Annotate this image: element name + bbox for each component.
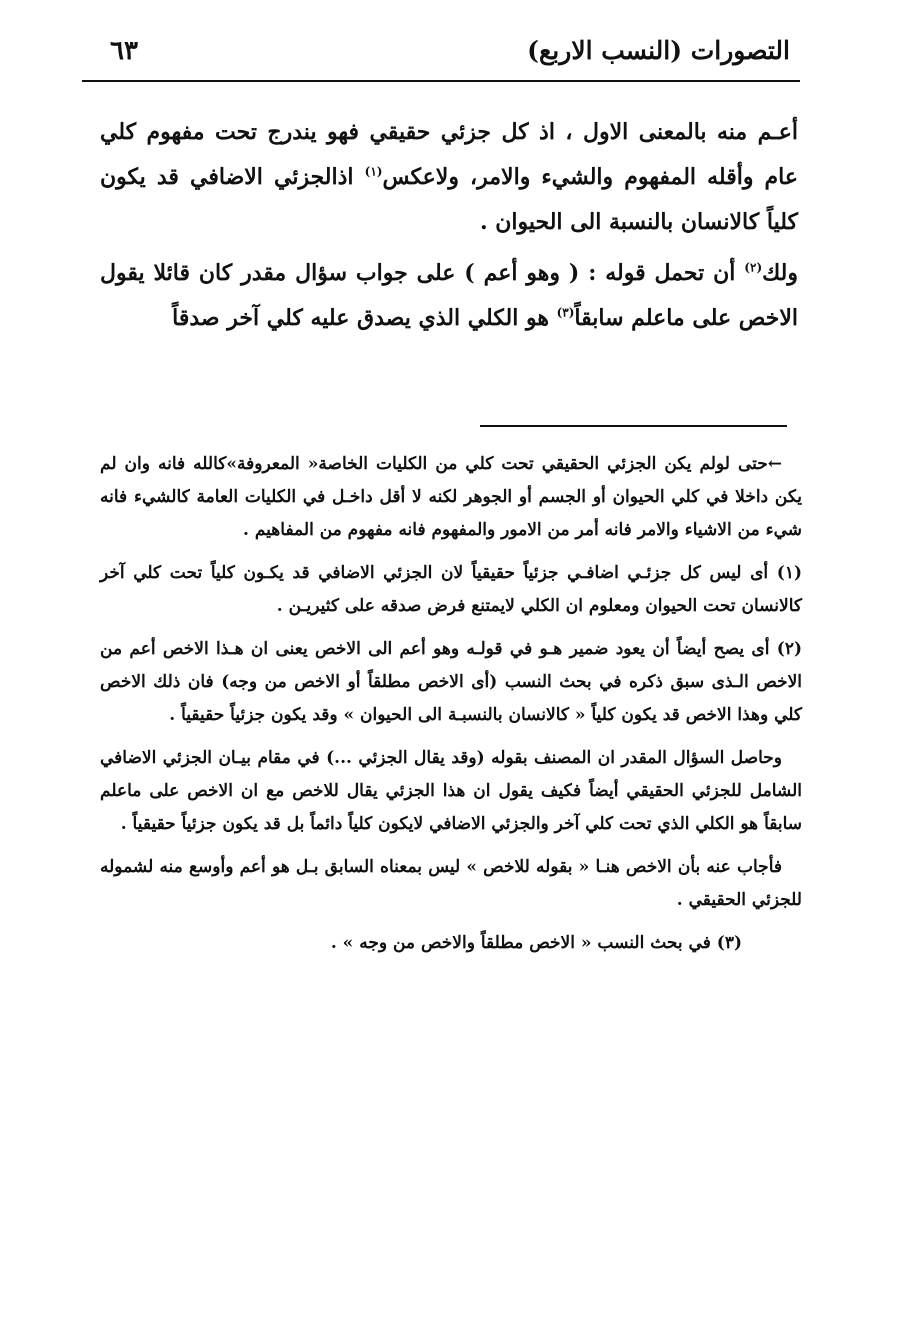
header-divider [82, 80, 800, 82]
main-body [100, 110, 798, 347]
body-text: هو الكلي الذي يصدق عليه كلي آخر صدقاً [172, 305, 557, 331]
body-paragraph-2 [100, 251, 798, 341]
footnote-2-answer: فأجاب عنه بأن الاخص هنـا « بقوله للاخص » ليس بمعناه السابق بـل هو أعم وأوسع منه لشموله للجزئي الحقيقي . [100, 857, 802, 910]
footnote-continuation: ←حتى لولم يكن الجزئي الحقيقي تحت كلي من الكليات الخاصة« المعروفة»كالله فانه وان لم يكن داخلا في كلي الحيوان أو الجسم أو الجوهر لكنه لا أقل داخـل في الكليات العامة كالشيء فانه شيء من الاشياء والامر فانه أمر من الامور والمفهوم فانه مفهوم من المفاهيم . [100, 454, 802, 540]
footnote-divider [480, 425, 787, 427]
footnote-1: (١) أى ليس كل جزئـي اضافـي جزئياً حقيقياً لان الجزئي الاضافي قد يكـون كلياً تحت كلي آخر كالانسان تحت الحيوان ومعلوم ان الكلي لايمتنع فرض صدقه على كثيريـن . [100, 563, 802, 616]
footnote-ref-3: (٣) [556, 305, 575, 320]
running-title: التصورات (النسب الاربع) [527, 36, 790, 65]
footnote-2-explanation: وحاصل السؤال المقدر ان المصنف بقوله (وقد يقال الجزئي ...) في مقام بيـان الجزئي الاضافي الشامل للجزئي الحقيقي أيضاً فكيف يقول ان هذا الجزئي يقال للاخص مع ان الاخص على ماعلم سابقاً هو الكلي الذي تحت كلي آخر والجزئي الاضافي لايكون كلياً دائماً بل قد يكون جزئياً حقيقياً . [100, 748, 802, 834]
body-text: أعـم منه بالمعنى الاول ، اذ كل جزئي حقيقي فهو يندرج تحت مفهوم كلي عام وأقله المفهوم والشيء والامر، ولاعكس [100, 119, 798, 190]
page-number: ٦٣ [110, 36, 138, 66]
footnote-2: (٢) أى يصح أيضاً أن يعود ضمير هـو في قولـه وهو أعم الى الاخص يعنى ان هـذا الاخص أعم من الاخص الـذى سبق ذكره في بحث النسب (أى الاخص مطلقاً أو الاخص من وجه) فان ذلك الاخص كلي وهذا الاخص قد يكون كلياً « كالانسان بالنسبـة الى الحيوان » وقد يكون جزئياً حقيقياً . [100, 639, 802, 725]
page-header [82, 28, 800, 80]
body-text: أن تحمل قوله : ( وهو أعم ) على جواب سؤال مقدر كان قائلا يقول الاخص على ماعلم سابقاً [100, 260, 798, 331]
footnote-ref-2: (٢) [744, 260, 763, 275]
footnote-ref-1: (١) [364, 164, 383, 179]
body-text: اذالجزئي الاضافي قد يكون كلياً كالانسان بالنسبة الى الحيوان . [100, 164, 798, 235]
footnote-3: (٣) في بحث النسب « الاخص مطلقاً والاخص من وجه » . [330, 933, 742, 953]
footnotes-section [100, 448, 802, 970]
body-paragraph-1 [100, 110, 798, 245]
body-text: ولك [762, 260, 798, 286]
